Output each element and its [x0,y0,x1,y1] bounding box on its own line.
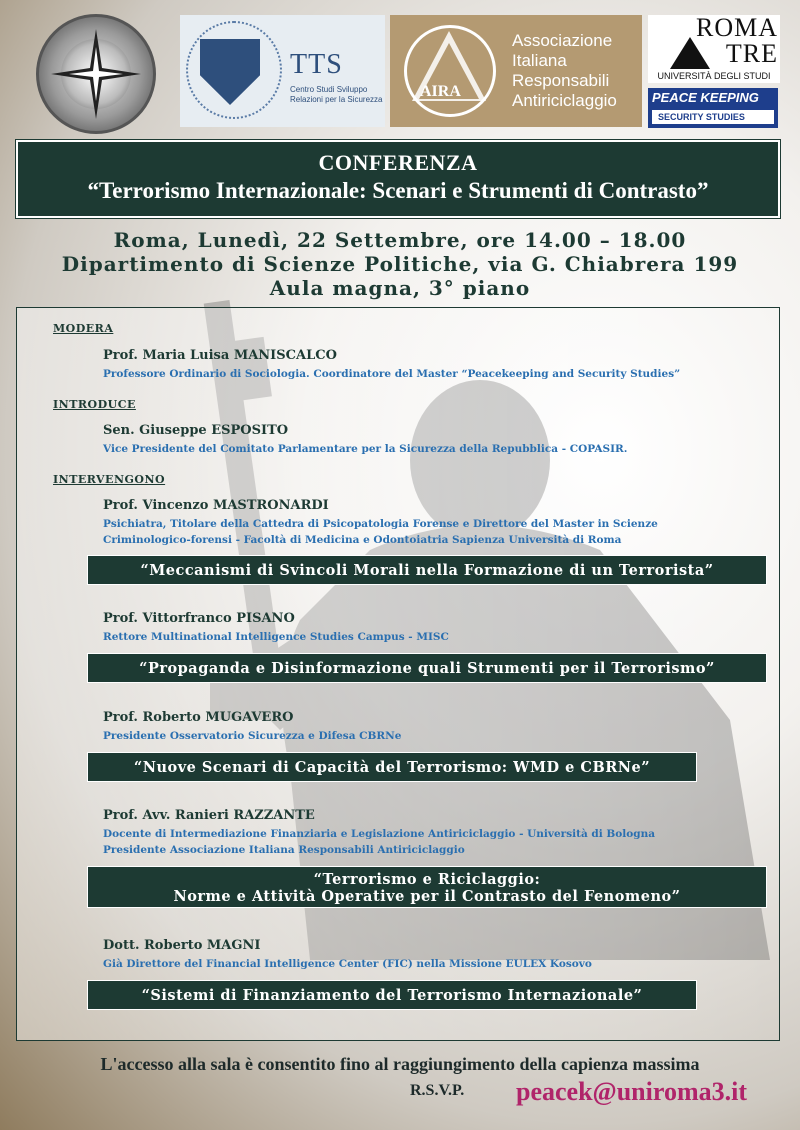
peacekeeping-logo-sub: SECURITY STUDIES [652,110,774,124]
conference-title: “Terrorismo Internazionale: Scenari e Strumenti di Contrasto” [87,178,709,203]
talk-title-line1: “Terrorismo e Riciclaggio: [313,871,541,888]
speaker-role-line1: Presidente Osservatorio Sicurezza e Difesa CBRNe [103,730,402,742]
roma-tre-logo-roma: ROMA [695,13,778,42]
talk-title [87,866,767,908]
peacekeeping-logo [648,88,778,128]
aira-logo-line1: Associazione [512,31,613,50]
talk-title: “Propaganda e Disinformazione quali Strumenti per il Terrorismo” [87,653,767,683]
speaker-role-line1: Docente di Intermediazione Finanziaria e Legislazione Antiriciclaggio - Università di Bologna [103,828,656,840]
section-modera: MODERA [53,322,114,335]
moderator-role: Professore Ordinario di Sociologia. Coordinatore del Master “Peacekeeping and Security Studies” [103,368,681,380]
speaker-name: Prof. Vittorfranco PISANO [103,611,295,626]
rsvp-email-link[interactable]: peacek@uniroma3.it [516,1077,747,1106]
program-panel [16,307,780,1041]
intro-role: Vice Presidente del Comitato Parlamentare per la Sicurezza della Repubblica - COPASIR. [103,443,628,455]
aira-logo [390,15,642,127]
speaker-role-line1: Già Direttore del Financial Intelligence Center (FIC) nella Missione EULEX Kosovo [103,958,592,970]
aira-logo-abbr: AIRA [420,83,461,100]
conference-title-banner [16,140,780,218]
speaker-name: Prof. Vincenzo MASTRONARDI [103,498,329,513]
rsvp-label: R.S.V.P. [410,1082,465,1099]
room-line: Aula magna, 3° piano [269,276,531,300]
access-note: L'accesso alla sala è consentito fino al raggiungimento della capienza massima [100,1054,700,1074]
roma-tre-logo [648,15,780,83]
tts-logo-name: TTS [290,49,343,80]
compass-star-icon [39,17,153,131]
speaker-name: Prof. Roberto MUGAVERO [103,710,294,725]
talk-title-line2: Norme e Attività Operative per il Contrasto del Fenomeno” [173,888,681,905]
section-introduce: INTRODUCE [53,398,136,411]
peacekeeping-logo-title: PEACE KEEPING [652,90,759,105]
speaker-name: Dott. Roberto MAGNI [103,938,261,953]
speaker-role-line2: Criminologico-forensi - Facoltà di Medicina e Odontoiatria Sapienza Università di Roma [103,534,622,546]
section-intervengono: INTERVENGONO [53,473,166,486]
tts-logo-sub2: Relazioni per la Sicurezza [290,95,383,104]
roma-tre-logo-sub: UNIVERSITÀ DEGLI STUDI [657,71,771,81]
talk-title: “Meccanismi di Svincoli Morali nella Formazione di un Terrorista” [87,555,767,585]
talk-title: “Nuove Scenari di Capacità del Terrorismo: WMD e CBRNe” [87,752,697,782]
speaker-role-line1: Rettore Multinational Intelligence Studies Campus - MISC [103,631,449,643]
conference-label: CONFERENZA [318,150,478,175]
moderator-name: Prof. Maria Luisa MANISCALCO [103,348,337,363]
tts-logo [180,15,385,127]
intro-name: Sen. Giuseppe ESPOSITO [103,423,289,438]
place-line: Dipartimento di Scienze Politiche, via G. Chiabrera 199 [61,252,739,276]
speaker-name: Prof. Avv. Ranieri RAZZANTE [103,808,315,823]
aira-logo-line4: Antiriciclaggio [512,91,617,110]
aira-logo-line2: Italiana [512,51,567,70]
roma-tre-logo-tre: TRE [725,39,778,68]
cbrne-observatory-logo [36,14,156,134]
tts-logo-sub1: Centro Studi Sviluppo [290,85,368,94]
talk-title: “Sistemi di Finanziamento del Terrorismo Internazionale” [87,980,697,1010]
speaker-role-line1: Psichiatra, Titolare della Cattedra di Psicopatologia Forense e Direttore del Master in Scienze [103,518,658,530]
speaker-role-line2: Presidente Associazione Italiana Responsabili Antiriciclaggio [103,844,465,856]
aira-logo-line3: Responsabili [512,71,610,90]
date-line: Roma, Lunedì, 22 Settembre, ore 14.00 – 18.00 [113,228,687,252]
